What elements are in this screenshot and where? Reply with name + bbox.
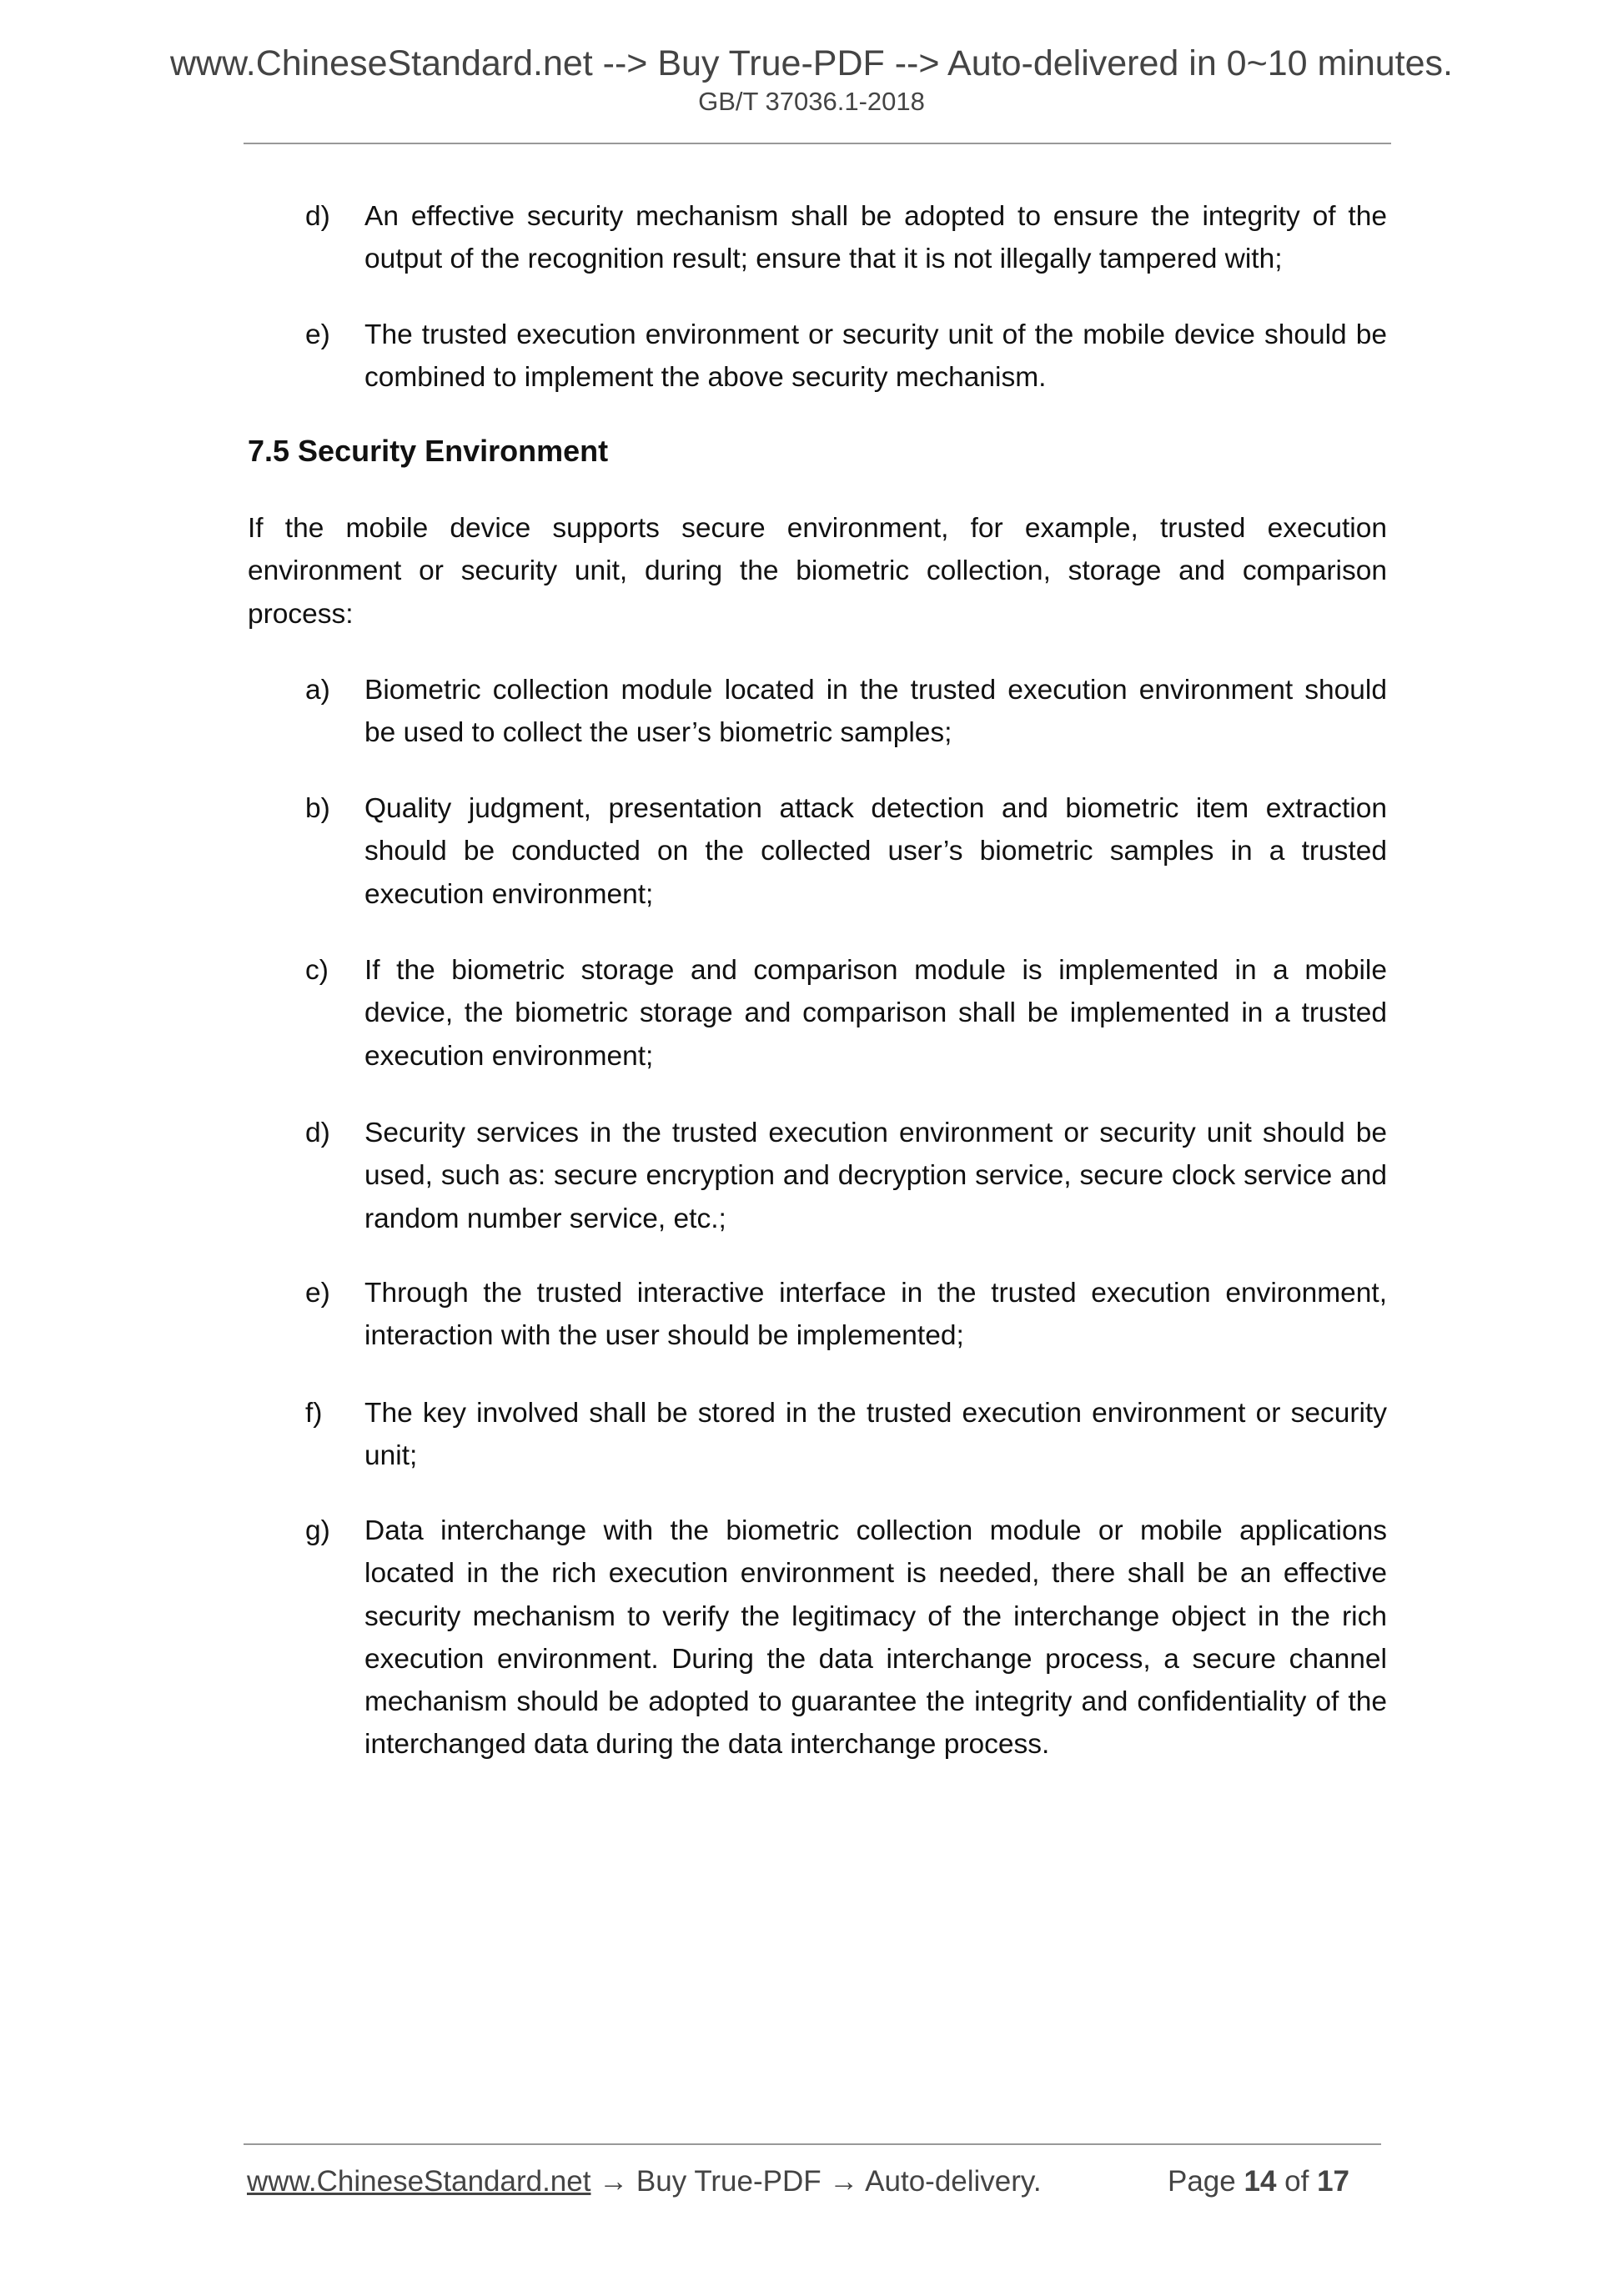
- list-text: Quality judgment, presentation attack detection and biometric item extraction should be conducted on the collected user’s biometric samples in a trusted execution environment;: [364, 793, 1387, 910]
- list-text: Security services in the trusted execution environment or security unit should be used, such as: secure encryption and decryption service, secure clock service and random number service, etc.;: [364, 1118, 1387, 1234]
- list-marker: d): [305, 201, 330, 232]
- list-text: An effective security mechanism shall be adopted to ensure the integrity of the output of the recognition result; ensure that it is not illegally tampered with;: [364, 201, 1387, 275]
- footer-divider: [244, 2143, 1381, 2145]
- list-text: The trusted execution environment or security unit of the mobile device should be combined to implement the above security mechanism.: [364, 319, 1387, 394]
- list-item: [305, 949, 1387, 1078]
- list-item: [305, 1112, 1387, 1240]
- list-item: [305, 195, 1387, 281]
- list-marker: e): [305, 1278, 330, 1309]
- list-marker: g): [305, 1515, 330, 1546]
- page-label: Page: [1168, 2165, 1236, 2198]
- list-item: [305, 1272, 1387, 1358]
- document-id: GB/T 37036.1-2018: [698, 87, 925, 116]
- list-marker: a): [305, 675, 330, 706]
- list-item: [305, 787, 1387, 916]
- list-text: Through the trusted interactive interface in the trusted execution environment, interaction with the user should be implemented;: [364, 1278, 1387, 1352]
- list-item: [305, 314, 1387, 399]
- list-item: [305, 669, 1387, 755]
- header-title: www.ChineseStandard.net --> Buy True-PDF --> Auto-delivered in 0~10 minutes.: [169, 43, 1453, 83]
- section-heading: 7.5 Security Environment: [248, 434, 609, 468]
- total-pages: 17: [1317, 2165, 1350, 2198]
- list-item: [305, 1392, 1387, 1478]
- page-number: [1168, 2165, 1349, 2198]
- current-page: 14: [1244, 2165, 1277, 2198]
- list-marker: e): [305, 319, 330, 350]
- list-text: Biometric collection module located in the trusted execution environment should be used to collect the user’s biometric samples;: [364, 675, 1387, 749]
- footer-promo: [247, 2165, 1042, 2198]
- list-text: The key involved shall be stored in the trusted execution environment or security unit;: [364, 1398, 1387, 1472]
- header-divider: [244, 143, 1391, 144]
- list-marker: d): [305, 1118, 330, 1148]
- footer-text: → Buy True-PDF → Auto-delivery.: [590, 2165, 1042, 2198]
- list-marker: f): [305, 1398, 323, 1429]
- list-text: If the biometric storage and comparison module is implemented in a mobile device, the biometric storage and comparison shall be implemented in a trusted execution environment;: [364, 955, 1387, 1072]
- list-item: [305, 1510, 1387, 1766]
- list-marker: c): [305, 955, 329, 986]
- footer-link[interactable]: www.ChineseStandard.net: [247, 2165, 591, 2198]
- of-label: of: [1284, 2165, 1309, 2198]
- list-marker: b): [305, 793, 330, 824]
- list-text: Data interchange with the biometric collection module or mobile applications located in the rich execution environment is needed, there shall be an effective security mechanism to verify the legitimacy of the interchange object in the rich execution environment. During the data interchange process, a secure channel mechanism should be adopted to guarantee the integrity and confidentiality of the interchanged data during the data interchange process.: [364, 1515, 1387, 1761]
- section-intro: If the mobile device supports secure environment, for example, trusted execution environment or security unit, during the biometric collection, storage and comparison process:: [248, 513, 1387, 630]
